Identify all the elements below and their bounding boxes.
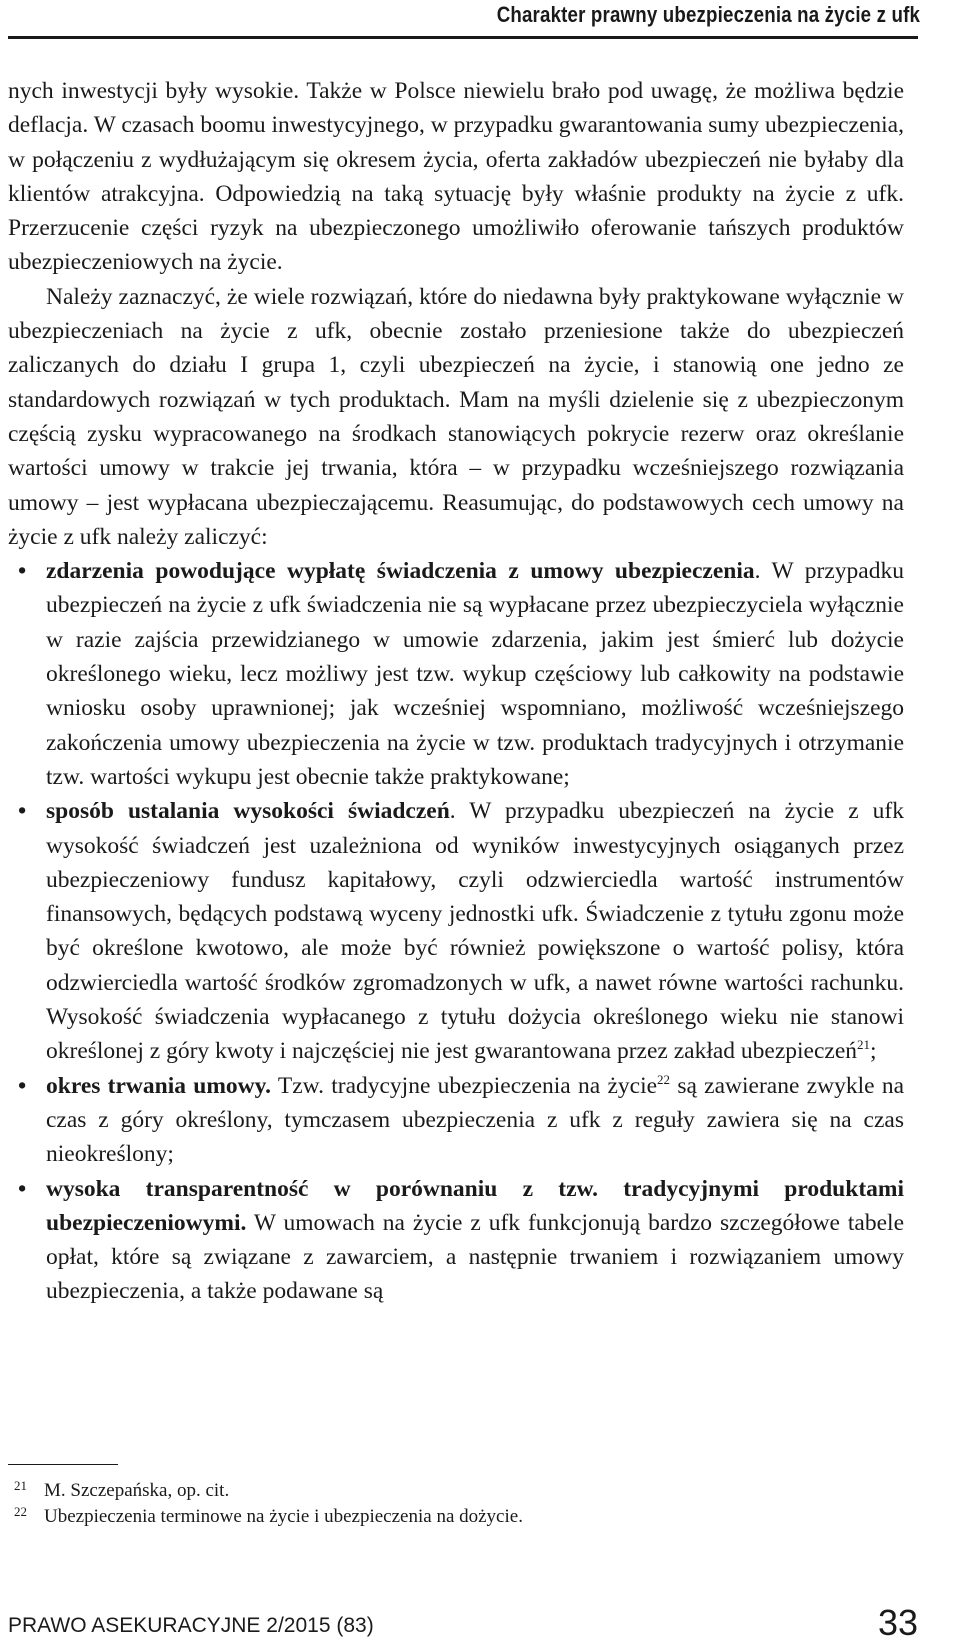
list-item <box>8 1069 904 1172</box>
footer-journal-name: PRAWO ASEKURACYJNE 2/2015 (83) <box>8 1614 374 1637</box>
footnote-text: M. Szczepańska, op. cit. <box>44 1480 230 1501</box>
footnote-ref: 21 <box>857 1037 871 1053</box>
footnote <box>8 1504 908 1530</box>
bullet-icon: • <box>18 558 27 585</box>
footnote-number: 21 <box>14 1478 27 1493</box>
list-item <box>8 1172 904 1309</box>
list-item-title: sposób ustalania wysokości świadczeń <box>46 798 450 825</box>
list-item-tail: są zawierane zwykle na czas z góry określony, tymczasem ubezpieczenia z ufk z reguły zawiera się na czas nieokreślony; <box>46 1072 904 1168</box>
paragraph: nych inwestycji były wysokie. Także w Polsce niewielu brało pod uwagę, że możliwa będzie deflacja. W czasach boomu inwestycyjnego, w przypadku gwarantowania sumy ubezpieczenia, w połączeniu z wydłużającym się okresem życia, oferta zakładów ubezpieczeń nie byłaby dla klientów atrakcyjna. Odpowiedzią na taką sytuację były właśnie produkty na życie z ufk. Przerzucenie części ryzyk na ubezpieczonego umożliwiło oferowanie tańszych produktów ubezpieczeniowych na życie. <box>8 78 904 276</box>
list-item-text: W umowach na życie z ufk funkcjonują bardzo szczegółowe tabele opłat, które są związane z zawarciem, a następnie trwaniem i rozwiązaniem umowy ubezpieczenia, a także podawane są <box>46 1209 904 1305</box>
list-item-text: . W przypadku ubezpieczeń na życie z ufk świadczenia nie są wypłacane przez ubezpieczyciela wyłącznie w razie zajścia przewidzianego w umowie zdarzenia, jakim jest śmierć lub dożycie określonego wieku, lecz możliwy jest tzw. wykup częściowy lub całkowity na podstawie wniosku osoby uprawnionej; jak wcześniej wspomniano, możliwość wcześniejszego zakończenia umowy ubezpieczenia na życie w tzw. produktach tradycyjnych i otrzymanie tzw. wartości wykupu jest obecnie także praktykowane; <box>46 558 904 790</box>
footnote <box>8 1478 908 1504</box>
bullet-icon: • <box>18 1175 27 1202</box>
feature-list <box>8 554 904 1309</box>
bullet-icon: • <box>18 1072 27 1099</box>
list-item-tail: ; <box>870 1038 877 1065</box>
footnote-text: Ubezpieczenia terminowe na życie i ubezpieczenia na dożycie. <box>44 1506 523 1527</box>
list-item <box>8 554 904 794</box>
list-item-title: wysoka transparentność w porównaniu z tzw. tradycyjnymi produktami ubezpieczeniowymi. <box>46 1175 904 1236</box>
footnotes <box>8 1478 908 1530</box>
bullet-icon: • <box>18 798 27 825</box>
footnote-rule <box>8 1464 118 1465</box>
footnote-ref: 22 <box>657 1071 671 1087</box>
page-number: 33 <box>877 1602 918 1643</box>
list-item-title: zdarzenia powodujące wypłatę świadczenia z umowy ubezpieczenia <box>46 558 755 585</box>
main-text <box>8 74 904 1309</box>
running-header-title: Charakter prawny ubezpieczenia na życie z ufk <box>496 2 920 27</box>
list-item-text: . W przypadku ubezpieczeń na życie z ufk wysokość świadczeń jest uzależniona od wyników inwestycyjnych osiąganych przez ubezpieczeniowy fundusz kapitałowy, czyli odzwierciedla wartość instrumentów finansowych, będących podstawą wyceny jednostki ufk. Świadczenie z tytułu zgonu może być określone kwotowo, ale może być również powiększone o wartość polisy, która odzwierciedla wartość środków zgromadzonych w ufk, a nawet równe wartości rachunku. Wysokość świadczenia wypłacanego z tytułu dożycia określonego wieku nie stanowi określonej z góry kwoty i najczęściej nie jest gwarantowana przez zakład ubezpieczeń <box>46 798 904 1065</box>
list-item-text: Tzw. tradycyjne ubezpieczenia na życie <box>270 1072 658 1099</box>
header-rule <box>8 36 918 39</box>
footnote-number: 22 <box>14 1504 27 1519</box>
paragraph: Należy zaznaczyć, że wiele rozwiązań, które do niedawna były praktykowane wyłącznie w ubezpieczeniach na życie z ufk, obecnie zostało przeniesione także do ubezpieczeń zaliczanych do działu I grupa 1, czyli ubezpieczeń na życie, i stanowią one jedno ze standardowych rozwiązań w tych produktach. Mam na myśli dzielenie się z ubezpieczonym częścią zysku wypracowanego na środkach stanowiących pokrycie rezerw oraz określanie wartości umowy w trakcie jej trwania, która – w przypadku wcześniejszego rozwiązania umowy – jest wypłacana ubezpieczającemu. Reasumując, do podstawowych cech umowy na życie z ufk należy zaliczyć: <box>8 283 904 550</box>
list-item <box>8 794 904 1068</box>
list-item-title: okres trwania umowy. <box>46 1072 271 1099</box>
